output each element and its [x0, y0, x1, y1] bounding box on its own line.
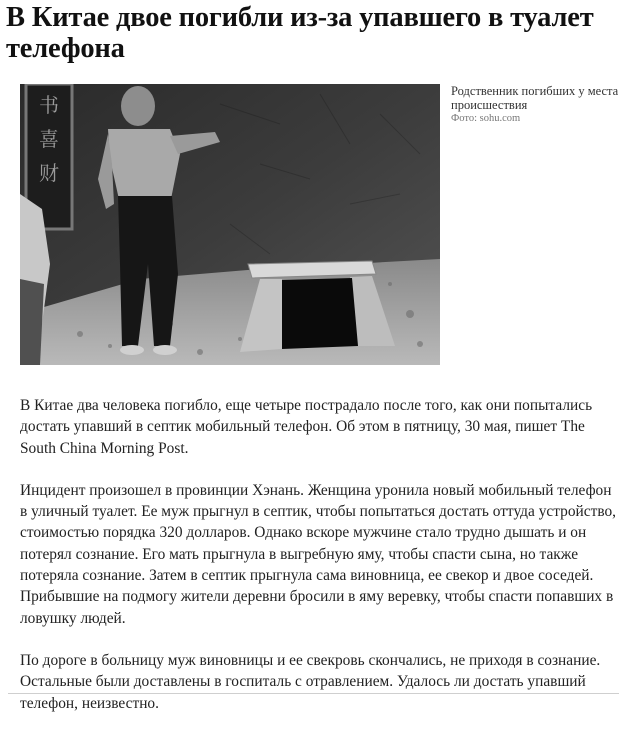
news-photo — [20, 84, 440, 365]
photo-credit: Фото: sohu.com — [451, 113, 521, 124]
article-paragraph: Инцидент произошел в провинции Хэнань. Женщина уронила новый мобильный телефон в уличный туалет. Ее муж прыгнул в септик, чтобы попытаться достать оттуда устройство, стоимостью порядка 320 долларов. Однако вскоре мужчине стало трудно дышать и он потерял сознание. Его мать прыгнула в выгребную яму, чтобы спасти сына, но также потеряла сознание. Затем в септик прыгнула сама виновница, ее свекор и двое соседей. Прибывшие на подмогу жители деревни бросили в яму веревку, чтобы спасти попавших в ловушку людей. — [20, 481, 617, 627]
headline: В Китае двое погибли из-за упавшего в туалет телефона — [6, 2, 594, 64]
photo-sign-char-3: 财 — [39, 161, 59, 185]
photo-man — [121, 86, 155, 126]
photo-caption — [451, 84, 621, 126]
photo-sign-char-1: 书 — [39, 93, 59, 117]
article-paragraph: По дороге в больницу муж виновницы и ее свекровь скончались, не приходя в сознание. Остальные были доставлены в госпиталь с отравлением. Удалось ли достать упавший телефон, неизвестно. — [20, 651, 601, 712]
article-body — [20, 395, 620, 735]
photo-sign-char-2: 喜 — [39, 127, 59, 151]
bottom-divider — [8, 693, 619, 694]
photo-caption-text: Родственник погибших у места происшествия — [451, 84, 619, 112]
photo-pit-opening — [282, 278, 358, 349]
article-paragraph: В Китае два человека погибло, еще четыре пострадало после того, как они попытались достать упавший в септик мобильный телефон. Об этом в пятницу, 30 мая, пишет The South China Morning Post. — [20, 397, 593, 457]
